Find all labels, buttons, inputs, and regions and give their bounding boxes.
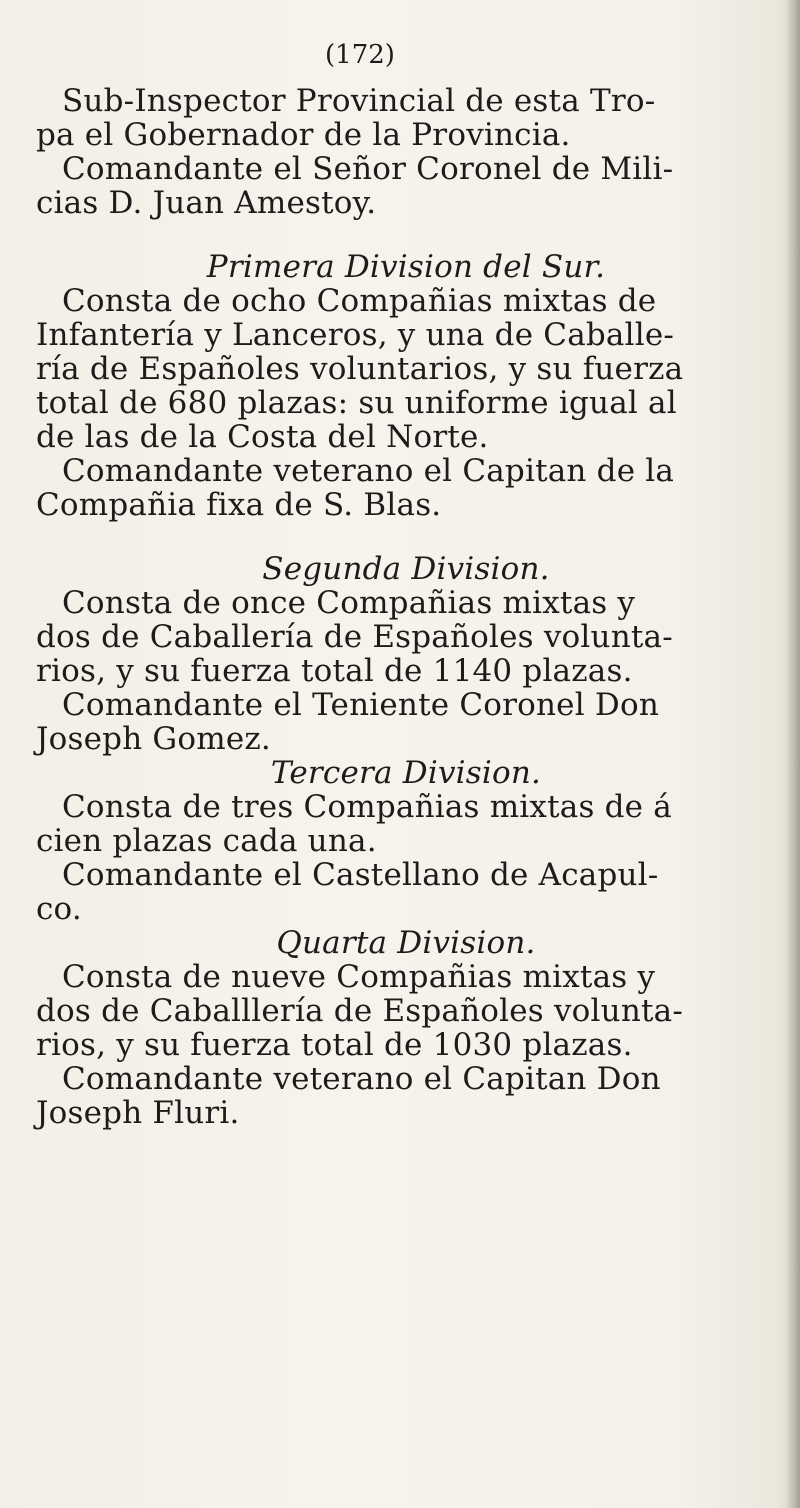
text-line: Joseph Fluri. [36,1095,240,1131]
text-line: Comandante el Castellano de Acapul- [62,857,659,893]
text-line: Joseph Gomez. [36,721,271,757]
text-line: cien plazas cada una. [36,823,377,859]
text-line: rios, y su fuerza total de 1140 plazas. [36,653,633,689]
text-line: dos de Caballería de Españoles volunta- [36,619,673,655]
page-edge-shadow [786,0,800,1508]
text-line: Compañia fixa de S. Blas. [36,487,442,523]
text-line: Sub-Inspector Provincial de esta Tro- [62,83,656,119]
text-line: Comandante el Señor Coronel de Mili- [62,151,674,187]
text-line: Consta de tres Compañias mixtas de á [62,789,672,825]
text-line: Consta de once Compañias mixtas y [62,585,636,621]
text-line: Consta de nueve Compañias mixtas y [62,959,656,995]
text-line: cias D. Juan Amestoy. [36,185,377,221]
page-number: (172) [325,40,395,70]
text-line: Comandante veterano el Capitan Don [62,1061,661,1097]
text-line: Comandante el Teniente Coronel Don [62,687,659,723]
text-line: Consta de ocho Compañias mixtas de [62,283,657,319]
text-line: co. [36,891,82,927]
text-line: dos de Caballlería de Españoles volunta- [36,993,683,1029]
section-heading-quarta: Quarta Division. [276,925,536,961]
text-line: pa el Gobernador de la Provincia. [36,117,571,153]
text-line: total de 680 plazas: su uniforme igual al [36,385,677,421]
page-text [36,84,776,1130]
text-line: Infantería y Lanceros, y una de Caballe- [36,317,675,353]
section-heading-segunda: Segunda Division. [262,551,550,587]
text-line: Comandante veterano el Capitan de la [62,453,675,489]
text-line: de las de la Costa del Norte. [36,419,489,455]
section-heading-primera: Primera Division del Sur. [206,249,606,285]
text-line: ría de Españoles voluntarios, y su fuerza [36,351,684,387]
section-heading-tercera: Tercera Division. [270,755,542,791]
text-line: rios, y su fuerza total de 1030 plazas. [36,1027,633,1063]
